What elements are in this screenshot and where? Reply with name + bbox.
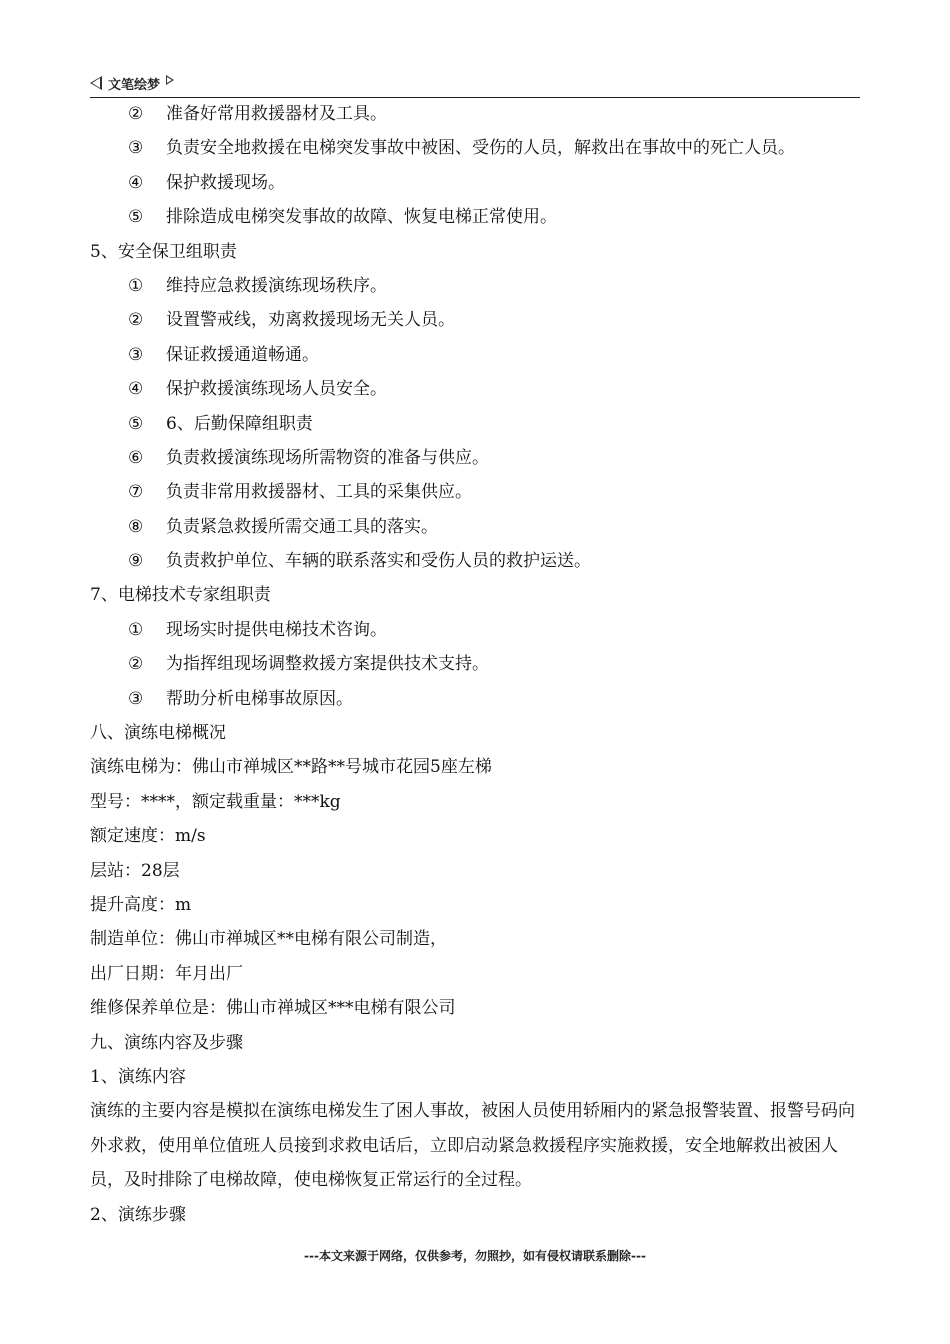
list-item	[90, 682, 870, 716]
list-item	[90, 441, 870, 475]
text-line: 额定速度：m/s	[90, 826, 206, 847]
list-item-number: ⑦	[128, 482, 144, 503]
list-item-text: 负责救护单位、车辆的联系落实和受伤人员的救护运送。	[166, 551, 591, 572]
list-item-number: ③	[128, 138, 144, 159]
text-line: 演练电梯为：佛山市禅城区**路**号城市花园5座左梯	[90, 757, 492, 778]
list-item	[90, 200, 870, 234]
text-line: 层站：28层	[90, 860, 180, 881]
list-item-text: 排除造成电梯突发事故的故障、恢复电梯正常使用。	[166, 207, 557, 228]
list-item	[90, 372, 870, 406]
list-item-text: 负责救援演练现场所需物资的准备与供应。	[166, 447, 489, 468]
list-item-text: 负责非常用救援器材、工具的采集供应。	[166, 482, 472, 503]
list-item-number: ①	[128, 619, 144, 640]
list-item-text: 维持应急救援演练现场秩序。	[166, 275, 387, 296]
content-lines	[90, 97, 870, 1094]
list-item	[90, 338, 870, 372]
list-item-text: 6、后勤保障组职责	[166, 413, 313, 434]
list-item-text: 设置警戒线，劝离救援现场无关人员。	[166, 310, 455, 331]
list-item	[90, 544, 870, 578]
list-item-number: ③	[128, 344, 144, 365]
header-brand	[90, 74, 174, 93]
text-line: 提升高度：m	[90, 894, 192, 915]
section-heading: 2、演练步骤	[90, 1204, 186, 1225]
text-line: 5、安全保卫组职责	[90, 241, 237, 262]
text-line: 型号：****，额定载重量：***kg	[90, 791, 341, 812]
page-footer: ---本文来源于网络，仅供参考，勿照抄，如有侵权请联系删除---	[304, 1249, 646, 1263]
list-item	[90, 97, 870, 131]
list-item	[90, 407, 870, 441]
list-item-number: ③	[128, 688, 144, 709]
list-item-text: 准备好常用救援器材及工具。	[166, 104, 387, 124]
list-item	[90, 303, 870, 337]
list-item-text: 保证救援通道畅通。	[166, 344, 319, 365]
list-item-number: ⑧	[128, 516, 144, 537]
text-line: 7、电梯技术专家组职责	[90, 585, 271, 606]
list-item-number: ④	[128, 379, 144, 400]
header-brand-text: 文笔绘梦	[108, 78, 161, 93]
text-line: 制造单位：佛山市禅城区**电梯有限公司制造，	[90, 929, 447, 950]
list-item-number: ②	[128, 310, 144, 331]
page-header	[90, 72, 860, 98]
list-item-number: ①	[128, 275, 144, 296]
list-item-number: ④	[128, 172, 144, 193]
text-line: 维修保养单位是：佛山市禅城区***电梯有限公司	[90, 998, 456, 1019]
document-body	[90, 97, 870, 1232]
list-item-number: ⑨	[128, 551, 144, 572]
list-item	[90, 510, 870, 544]
text-line: 九、演练内容及步骤	[90, 1032, 243, 1053]
list-item	[90, 166, 870, 200]
list-item-number: ⑤	[128, 207, 144, 228]
list-item-number: ②	[128, 654, 144, 675]
list-item-text: 现场实时提供电梯技术咨询。	[166, 619, 387, 640]
list-item-number: ②	[128, 104, 144, 124]
list-item-text: 帮助分析电梯事故原因。	[166, 688, 353, 709]
triangle-left-icon	[90, 76, 102, 90]
list-item-text: 负责紧急救援所需交通工具的落实。	[166, 516, 438, 537]
list-item	[90, 475, 870, 509]
text-line: 出厂日期：年月出厂	[90, 963, 243, 984]
list-item	[90, 269, 870, 303]
list-item	[90, 647, 870, 681]
triangle-right-icon	[166, 75, 174, 85]
text-line: 八、演练电梯概况	[90, 723, 226, 744]
list-item-text: 保护救援演练现场人员安全。	[166, 379, 387, 400]
list-item-text: 为指挥组现场调整救援方案提供技术支持。	[166, 654, 489, 675]
text-line: 1、演练内容	[90, 1066, 186, 1087]
list-item	[90, 131, 870, 165]
content-paragraph: 演练的主要内容是模拟在演练电梯发生了困人事故，被困人员使用轿厢内的紧急报警装置、报警号码向外求救，使用单位值班人员接到求救电话后，立即启动紧急救援程序实施救援，安全地解救出被困人员，及时排除了电梯故障，使电梯恢复正常运行的全过程。	[90, 1101, 855, 1191]
list-item	[90, 613, 870, 647]
list-item-text: 保护救援现场。	[166, 172, 285, 193]
list-item-text: 负责安全地救援在电梯突发事故中被困、受伤的人员，解救出在事故中的死亡人员。	[166, 138, 795, 159]
list-item-number: ⑤	[128, 413, 144, 434]
list-item-number: ⑥	[128, 447, 144, 468]
